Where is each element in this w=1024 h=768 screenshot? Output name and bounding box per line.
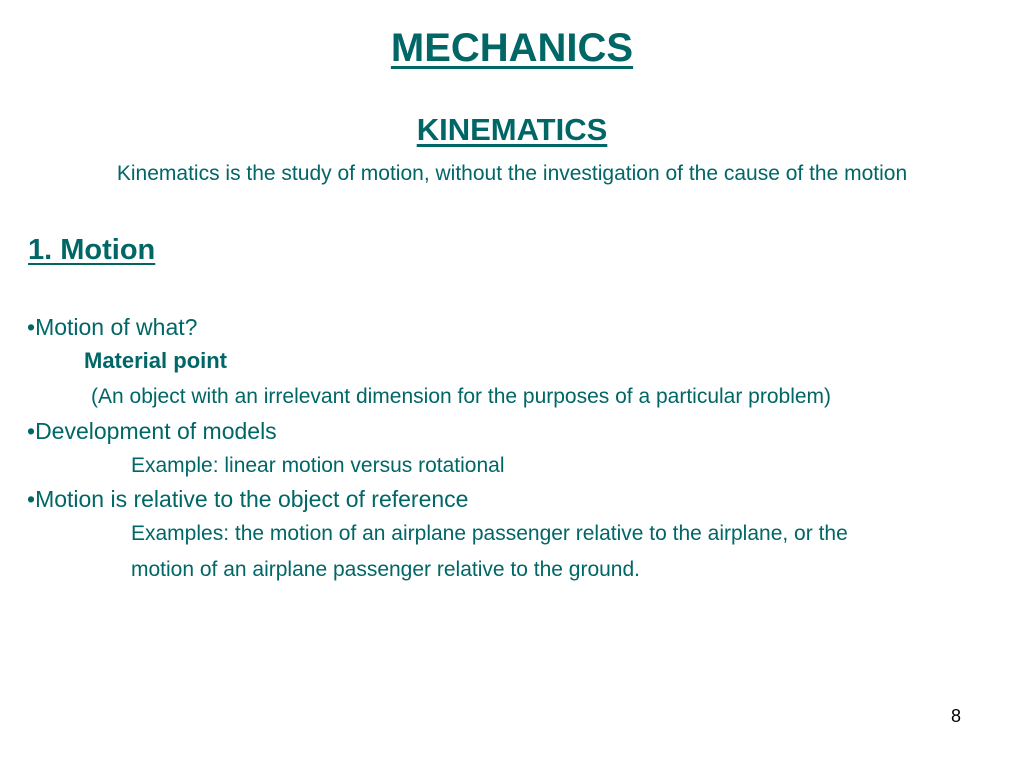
bullet-item	[27, 418, 277, 445]
material-point-label: Material point	[84, 348, 228, 373]
bullet-text: Development of models	[35, 418, 277, 444]
bullet-symbol: •	[27, 486, 36, 512]
slide-subtitle: KINEMATICS	[416, 112, 608, 147]
example-text: Example: linear motion versus rotational	[131, 454, 505, 477]
bullet-symbol: •	[27, 418, 36, 444]
examples-text-line2: motion of an airplane passenger relative to the ground.	[131, 558, 640, 581]
slide-title: MECHANICS	[390, 26, 634, 70]
definition-text: Kinematics is the study of motion, without the investigation of the cause of the motion	[116, 162, 908, 185]
bullet-item	[27, 486, 468, 513]
section-heading: 1. Motion	[28, 234, 156, 266]
bullet-text: Motion of what?	[35, 314, 198, 340]
bullet-symbol: •	[27, 314, 36, 340]
bullet-item	[27, 314, 197, 341]
examples-text-line1: Examples: the motion of an airplane passenger relative to the airplane, or the	[131, 522, 848, 545]
page-number: 8	[951, 706, 962, 726]
material-point-note: (An object with an irrelevant dimension for the purposes of a particular problem)	[91, 385, 832, 408]
bullet-text: Motion is relative to the object of reference	[35, 486, 469, 512]
